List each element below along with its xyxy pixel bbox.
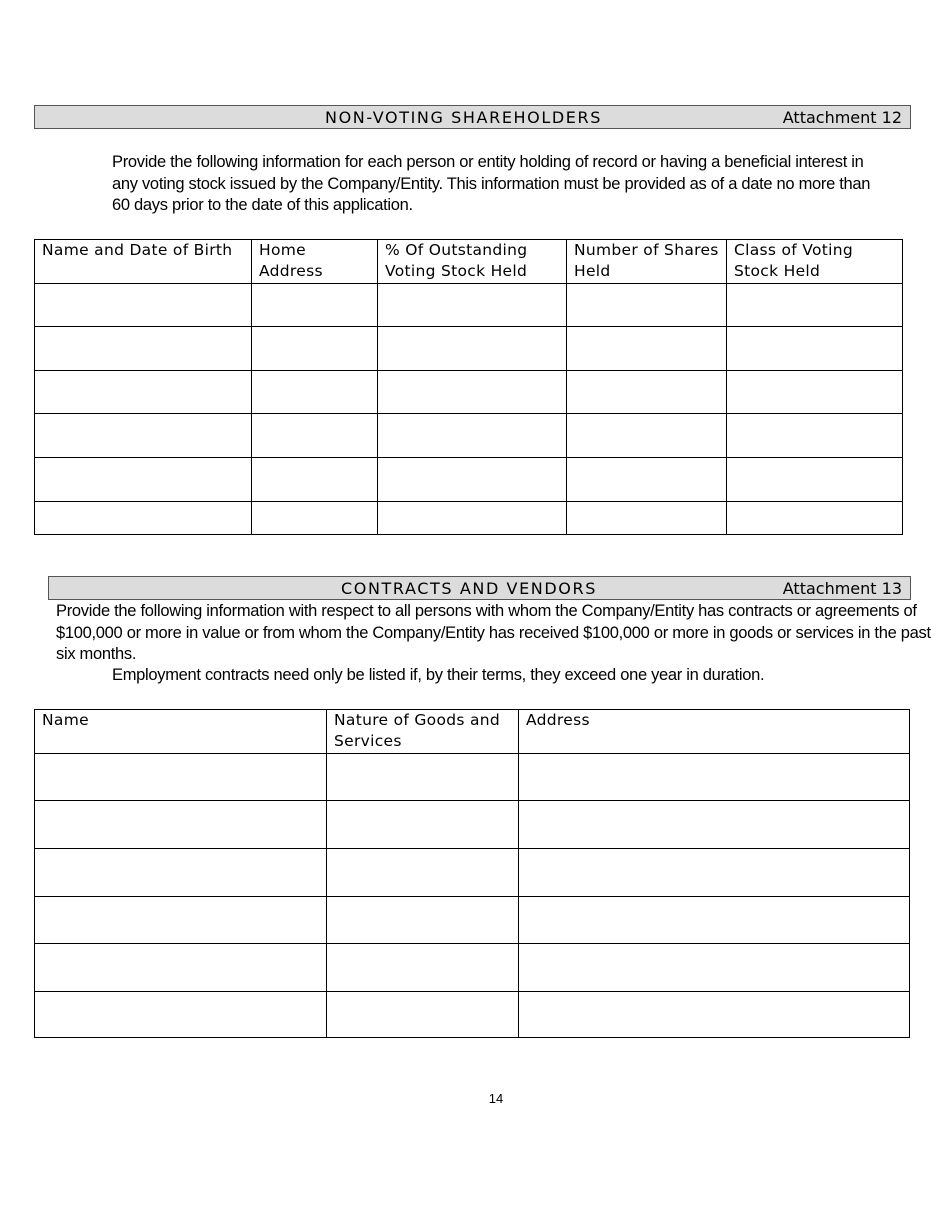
table-cell[interactable]: [35, 458, 252, 502]
column-header-address: Address: [519, 710, 910, 754]
table-row: [35, 849, 910, 897]
column-header-name-dob: Name and Date of Birth: [35, 240, 252, 284]
table-cell[interactable]: [252, 502, 378, 535]
table-cell[interactable]: [378, 327, 567, 371]
table-row: [35, 992, 910, 1038]
table-row: [35, 754, 910, 801]
column-header-name: Name: [35, 710, 327, 754]
table-row: [35, 897, 910, 944]
table-cell[interactable]: [327, 944, 519, 992]
table-cell[interactable]: [35, 327, 252, 371]
table-cell[interactable]: [327, 754, 519, 801]
table-row: [35, 458, 903, 502]
employment-contracts-note: Employment contracts need only be listed if, by their terms, they exceed one year in duration.: [112, 666, 765, 684]
table-cell[interactable]: [567, 502, 727, 535]
table-row: [35, 371, 903, 414]
column-header-number-shares: Number of Shares Held: [567, 240, 727, 284]
column-header-percent-stock: % Of Outstanding Voting Stock Held: [378, 240, 567, 284]
column-header-nature-goods-services: Nature of Goods and Services: [327, 710, 519, 754]
shareholders-table: [34, 239, 903, 535]
table-cell[interactable]: [35, 849, 327, 897]
table-cell[interactable]: [35, 897, 327, 944]
table-cell[interactable]: [727, 284, 903, 327]
table-cell[interactable]: [727, 327, 903, 371]
table-cell[interactable]: [327, 849, 519, 897]
table-cell[interactable]: [252, 371, 378, 414]
table-cell[interactable]: [35, 801, 327, 849]
table-cell[interactable]: [35, 284, 252, 327]
table-row: [35, 327, 903, 371]
table-cell[interactable]: [378, 371, 567, 414]
table-cell[interactable]: [727, 458, 903, 502]
table-cell[interactable]: [327, 801, 519, 849]
table-cell[interactable]: [378, 502, 567, 535]
table-cell[interactable]: [519, 801, 910, 849]
table-cell[interactable]: [35, 414, 252, 458]
table-cell[interactable]: [519, 897, 910, 944]
shareholders-instructions: Provide the following information for each person or entity holding of record or having a beneficial interest in any voting stock issued by the Company/Entity. This information must be provided as of a date no more than 60 days prior to the date of this application.: [112, 153, 871, 214]
section-header-non-voting-shareholders: [34, 105, 911, 129]
attachment-label: Attachment 13: [782, 579, 902, 598]
table-cell[interactable]: [35, 502, 252, 535]
table-row: [35, 414, 903, 458]
table-cell[interactable]: [252, 327, 378, 371]
table-cell[interactable]: [567, 284, 727, 327]
table-cell[interactable]: [519, 992, 910, 1038]
table-cell[interactable]: [378, 414, 567, 458]
table-cell[interactable]: [567, 327, 727, 371]
section-title: NON-VOTING SHAREHOLDERS: [325, 108, 602, 127]
table-cell[interactable]: [35, 754, 327, 801]
table-cell[interactable]: [327, 897, 519, 944]
table-row: [35, 502, 903, 535]
table-cell[interactable]: [567, 371, 727, 414]
contracts-table: [34, 709, 910, 1038]
table-cell[interactable]: [252, 414, 378, 458]
table-cell[interactable]: [519, 754, 910, 801]
table-cell[interactable]: [252, 458, 378, 502]
table-cell[interactable]: [727, 371, 903, 414]
table-cell[interactable]: [567, 414, 727, 458]
table-header-row: [35, 240, 903, 284]
table-row: [35, 284, 903, 327]
attachment-label: Attachment 12: [782, 108, 902, 127]
table-cell[interactable]: [35, 371, 252, 414]
contracts-instructions: Provide the following information with respect to all persons with whom the Company/Entity has contracts or agreements of $100,000 or more in value or from whom the Company/Entity has received $100,000 or more in goods or services in the past six months.: [56, 602, 931, 663]
table-cell[interactable]: [519, 944, 910, 992]
table-cell[interactable]: [727, 502, 903, 535]
column-header-home-address: Home Address: [252, 240, 378, 284]
table-cell[interactable]: [727, 414, 903, 458]
table-cell[interactable]: [378, 284, 567, 327]
column-header-class-stock: Class of Voting Stock Held: [727, 240, 903, 284]
table-cell[interactable]: [252, 284, 378, 327]
table-cell[interactable]: [519, 849, 910, 897]
table-cell[interactable]: [567, 458, 727, 502]
table-cell[interactable]: [327, 992, 519, 1038]
table-row: [35, 801, 910, 849]
table-row: [35, 944, 910, 992]
section-header-contracts-vendors: [48, 576, 911, 600]
table-cell[interactable]: [378, 458, 567, 502]
table-header-row: [35, 710, 910, 754]
page-number: 14: [488, 1091, 504, 1106]
table-cell[interactable]: [35, 992, 327, 1038]
table-cell[interactable]: [35, 944, 327, 992]
section-title: CONTRACTS AND VENDORS: [341, 579, 597, 598]
